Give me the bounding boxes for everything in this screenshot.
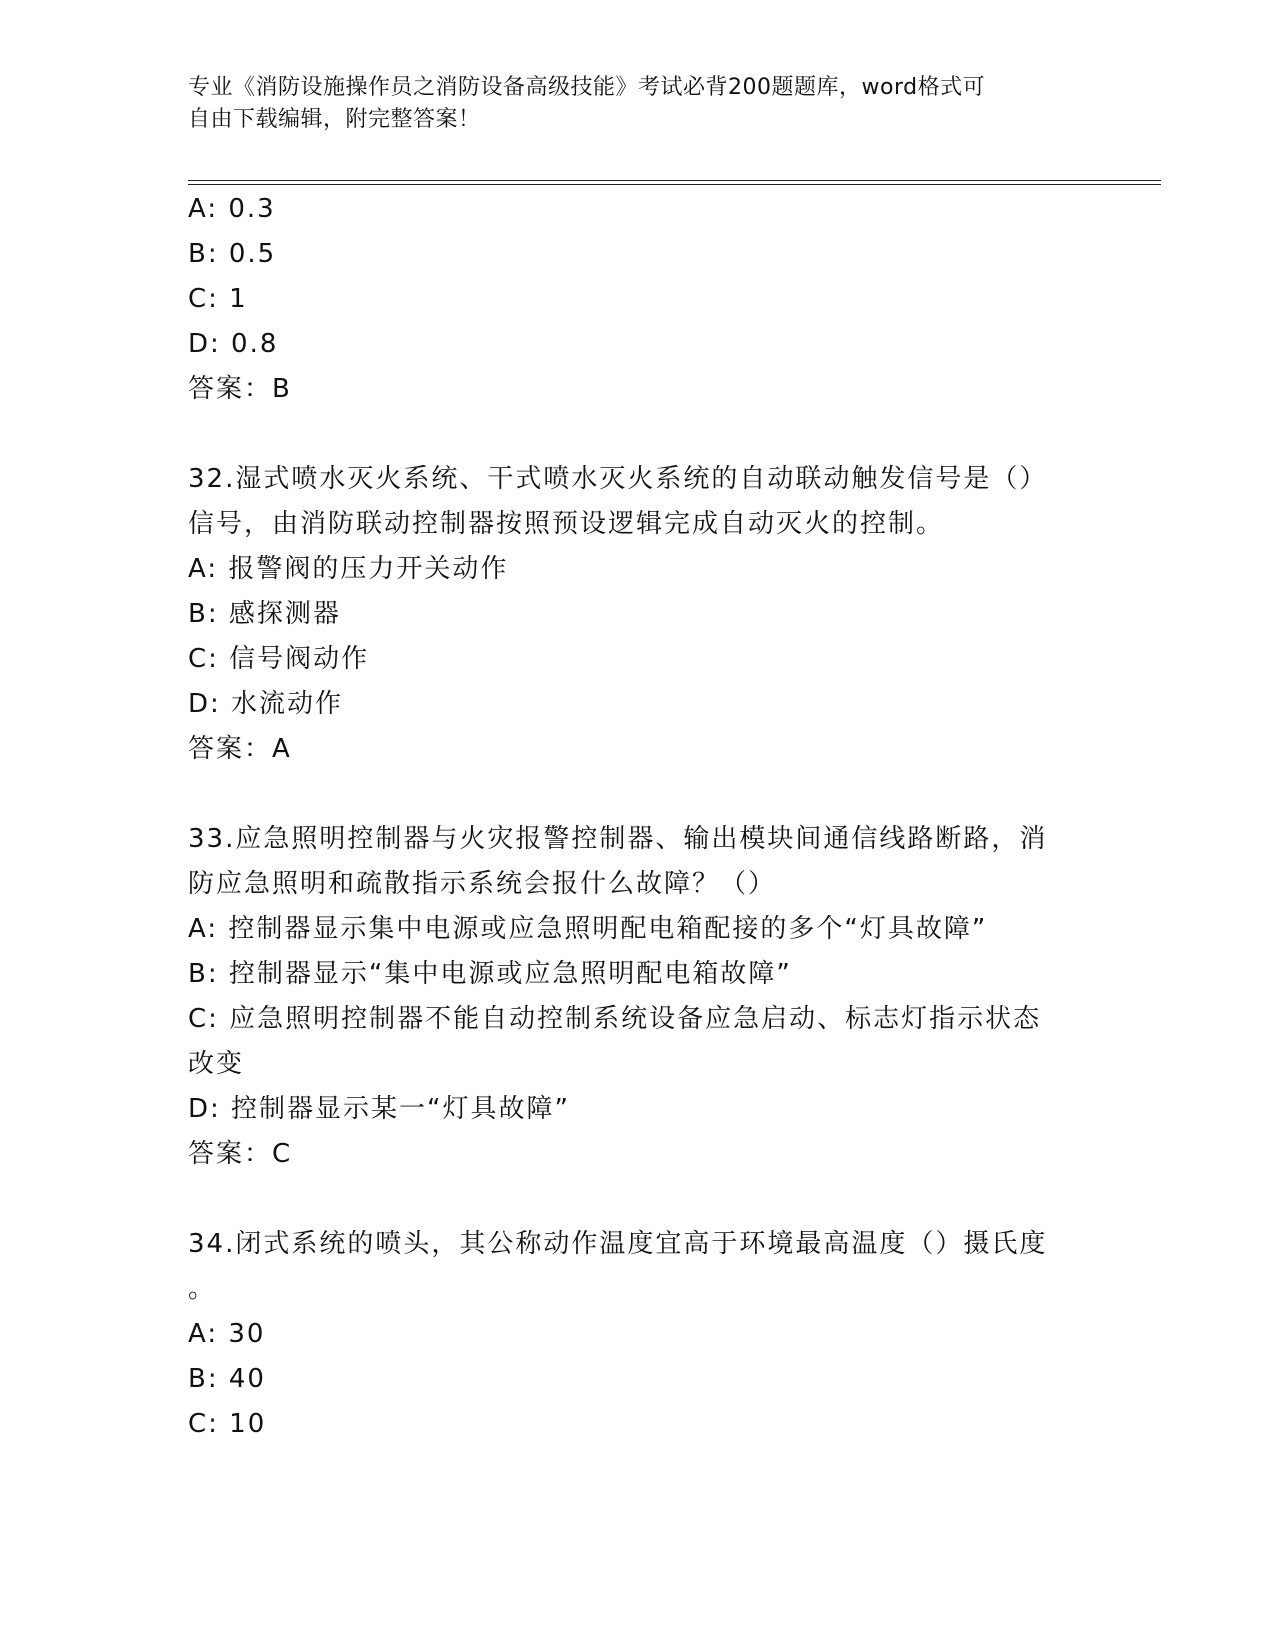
q34-option-a: A: 30 bbox=[188, 1319, 266, 1349]
q33-option-a: A: 控制器显示集中电源或应急照明配电箱配接的多个“灯具故障” bbox=[188, 914, 988, 944]
q33-option-c-line-2: 改变 bbox=[188, 1049, 245, 1079]
document-header bbox=[188, 72, 1088, 136]
header-line-1: 专业《消防设施操作员之消防设备高级技能》考试必背200题题库，word格式可 bbox=[188, 75, 986, 100]
q32-stem-line-2: 信号，由消防联动控制器按照预设逻辑完成自动灭火的控制。 bbox=[188, 509, 945, 539]
q32-option-d: D: 水流动作 bbox=[188, 689, 344, 719]
q33-option-d: D: 控制器显示某一“灯具故障” bbox=[188, 1094, 570, 1124]
header-line-2: 自由下载编辑，附完整答案！ bbox=[188, 107, 481, 132]
q32-answer: 答案：A bbox=[188, 734, 292, 764]
q33-option-b: B: 控制器显示“集中电源或应急照明配电箱故障” bbox=[188, 959, 792, 989]
q31-answer: 答案：B bbox=[188, 374, 292, 404]
q33-option-c-line-1: C: 应急照明控制器不能自动控制系统设备应急启动、标志灯指示状态 bbox=[188, 1004, 1042, 1034]
q34-stem-line-1: 34.闭式系统的喷头，其公称动作温度宜高于环境最高温度（）摄氏度 bbox=[188, 1229, 1048, 1259]
q34-stem-line-2: 。 bbox=[188, 1274, 217, 1304]
q34-option-b: B: 40 bbox=[188, 1364, 266, 1394]
q31-option-b: B: 0.5 bbox=[188, 239, 277, 269]
q31-option-a: A: 0.3 bbox=[188, 194, 276, 224]
q33-stem-line-2: 防应急照明和疏散指示系统会报什么故障？（） bbox=[188, 869, 777, 899]
header-rule-top bbox=[188, 180, 1161, 181]
q32-option-b: B: 感探测器 bbox=[188, 599, 341, 629]
q34-option-c: C: 10 bbox=[188, 1409, 267, 1439]
q32-option-c: C: 信号阀动作 bbox=[188, 644, 370, 674]
q32-stem-line-1: 32.湿式喷水灭火系统、干式喷水灭火系统的自动联动触发信号是（） bbox=[188, 464, 1048, 494]
q31-option-c: C: 1 bbox=[188, 284, 248, 314]
q31-option-d: D: 0.8 bbox=[188, 329, 279, 359]
q32-option-a: A: 报警阀的压力开关动作 bbox=[188, 554, 509, 584]
header-rule-bottom bbox=[188, 184, 1161, 185]
q33-stem-line-1: 33.应急照明控制器与火灾报警控制器、输出模块间通信线路断路，消 bbox=[188, 824, 1048, 854]
q33-answer: 答案：C bbox=[188, 1139, 293, 1169]
